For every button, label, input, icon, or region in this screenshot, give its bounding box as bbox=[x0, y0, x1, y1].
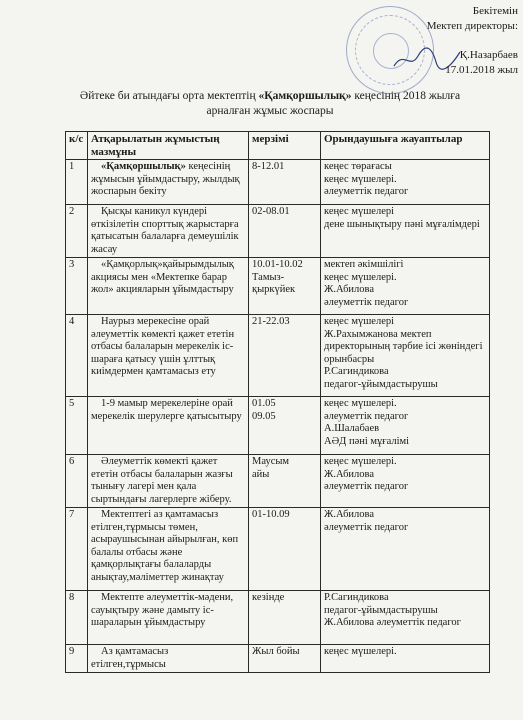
table-row bbox=[66, 645, 490, 673]
table-row bbox=[66, 205, 490, 258]
row-term: Маусым айы bbox=[249, 455, 321, 508]
row-term: кезінде bbox=[249, 591, 321, 645]
table-row bbox=[66, 160, 490, 205]
row-content: Мектепте әлеуметтік-мәдени, сауықтыру және дамыту іс-шараларын ұйымдастыру bbox=[88, 591, 249, 645]
row-term: 01-10.09 bbox=[249, 508, 321, 591]
row-content-emphasis: «Қамқоршылық» bbox=[101, 161, 186, 172]
approval-line-approve: Бекітемін bbox=[472, 5, 518, 17]
row-number: 6 bbox=[66, 455, 88, 508]
row-number: 3 bbox=[66, 258, 88, 315]
header-term: мерзімі bbox=[249, 132, 321, 160]
row-term: 01.05 09.05 bbox=[249, 397, 321, 455]
row-term: 8-12.01 bbox=[249, 160, 321, 205]
row-responsible: кеңес мүшелері. bbox=[321, 645, 490, 673]
row-term: 02-08.01 bbox=[249, 205, 321, 258]
approval-line-name: Қ.Назарбаев bbox=[459, 49, 518, 61]
approval-line-role: Мектеп директоры: bbox=[426, 20, 518, 32]
row-responsible: кеңес төрағасы кеңес мүшелері. әлеуметтік педагог bbox=[321, 160, 490, 205]
title-emphasis: «Қамқоршылық» bbox=[258, 90, 352, 102]
row-number: 1 bbox=[66, 160, 88, 205]
row-content: Әлеуметтік көмекті қажет ететін отбасы балаларын жазғы тынығу лагері мен қала сыртындағы лагерлерге жіберу. bbox=[88, 455, 249, 508]
title-prefix: Әйтеке би атындағы орта мектептің bbox=[79, 90, 256, 102]
title-suffix: кеңесінің 2018 жылға арналған жұмыс жоспары bbox=[206, 90, 461, 117]
header-responsible: Орындаушыға жауаптылар bbox=[321, 132, 490, 160]
row-number: 9 bbox=[66, 645, 88, 673]
header-number: к/с bbox=[66, 132, 88, 160]
row-content: Мектептегі аз қамтамасыз етілген,тұрмысы төмен, асыраушысынан айырылған, көп балалы отбасы және қамқорлықтағы балаларды анықтау,мәліметтер жинақтау bbox=[88, 508, 249, 591]
row-term: Жыл бойы bbox=[249, 645, 321, 673]
row-responsible: кеңес мүшелері дене шынықтыру пәні мұғалімдері bbox=[321, 205, 490, 258]
table-row bbox=[66, 397, 490, 455]
header-content: Атқарылатын жұмыстың мазмұны bbox=[88, 132, 249, 160]
row-number: 2 bbox=[66, 205, 88, 258]
row-responsible: Р.Сагиндикова педагог-ұйымдастырушы Ж.Абилова әлеуметтік педагог bbox=[321, 591, 490, 645]
row-content bbox=[88, 160, 249, 205]
row-content: 1-9 мамыр мерекелеріне орай мерекелік шерулерге қатысытыру bbox=[88, 397, 249, 455]
row-content: Наурыз мерекесіне орай әлеуметтік көмекті қажет ететін отбасы балаларын мерекелік іс-шараға қатысу үшін ұлттық киімдермен қамтамасыз ету bbox=[88, 315, 249, 397]
row-responsible: кеңес мүшелері. әлеуметтік педагог А.Шалабаев АӘД пәні мұғалімі bbox=[321, 397, 490, 455]
table-row bbox=[66, 455, 490, 508]
row-term: 10.01-10.02 Тамыз-қыркүйек bbox=[249, 258, 321, 315]
row-responsible: кеңес мүшелері. Ж.Абилова әлеуметтік педагог bbox=[321, 455, 490, 508]
row-number: 5 bbox=[66, 397, 88, 455]
row-responsible: Ж.Абилова әлеуметтік педагог bbox=[321, 508, 490, 591]
work-plan-table bbox=[65, 131, 490, 673]
row-responsible: кеңес мүшелері Ж.Рахымжанова мектеп директорының тәрбие ісі жөніндегі орынбасры Р.Сагиндикова педагог-ұйымдастырушы bbox=[321, 315, 490, 397]
table-header-row bbox=[66, 132, 490, 160]
table-row bbox=[66, 315, 490, 397]
table-row bbox=[66, 591, 490, 645]
row-content-text: кеңесінің жұмысын ұйымдастыру, жылдық жоспарын бекіту bbox=[91, 161, 240, 197]
row-number: 8 bbox=[66, 591, 88, 645]
table-row bbox=[66, 508, 490, 591]
row-content: «Қамқорлық»қайырымдылық акциясы мен «Мектепке барар жол» акцияларын ұйымдастыру bbox=[88, 258, 249, 315]
row-number: 4 bbox=[66, 315, 88, 397]
document-title bbox=[60, 89, 480, 119]
row-term: 21-22.03 bbox=[249, 315, 321, 397]
row-content: Аз қамтамасыз етілген,тұрмысы bbox=[88, 645, 249, 673]
row-number: 7 bbox=[66, 508, 88, 591]
approval-line-date: 17.01.2018 жыл bbox=[445, 64, 518, 76]
approval-block bbox=[392, 4, 518, 78]
row-responsible: мектеп әкімшілігі кеңес мүшелері. Ж.Абилова әлеуметтік педагог bbox=[321, 258, 490, 315]
row-content: Қысқы каникул күндері өткізілетін спорттық жарыстарға қатысатын балаларға демеушілік жасау bbox=[88, 205, 249, 258]
table-row bbox=[66, 258, 490, 315]
